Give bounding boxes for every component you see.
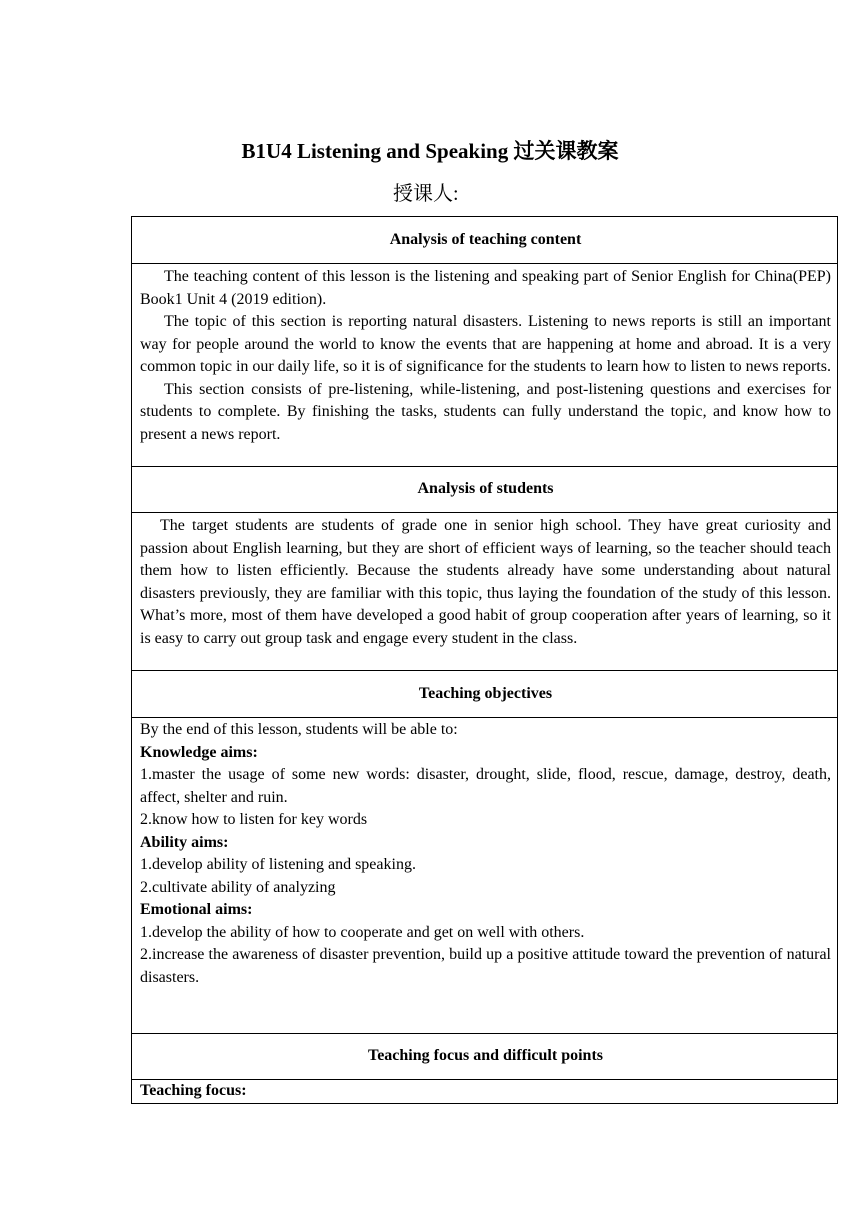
- knowledge-aim-item: 2.know how to listen for key words: [140, 811, 368, 828]
- emotional-aim-item: 2.increase the awareness of disaster prevention, build up a positive attitude toward the prevention of natural disasters.: [140, 946, 831, 986]
- document-title: B1U4 Listening and Speaking 过关课教案: [241, 139, 619, 163]
- knowledge-aim-item: 1.master the usage of some new words: disaster, drought, slide, flood, rescue, damage, destroy, death, affect, shelter and ruin.: [140, 766, 831, 806]
- students-cell: [132, 513, 838, 671]
- knowledge-aims-title: Knowledge aims:: [140, 743, 258, 761]
- teaching-focus-title: Teaching focus:: [140, 1082, 247, 1099]
- teaching-content-paragraph: The teaching content of this lesson is the listening and speaking part of Senior English for China(PEP) Book1 Unit 4 (2019 edition).: [140, 268, 831, 308]
- section-heading-teaching-content: Analysis of teaching content: [132, 217, 838, 264]
- ability-aim-item: 1.develop ability of listening and speaking.: [140, 856, 416, 873]
- objectives-cell: [132, 718, 838, 1034]
- students-paragraph: The target students are students of grade one in senior high school. They have great curiosity and passion about English learning, but they are short of efficient ways of learning, so the teacher should teach them how to listen efficiently. Because the students already have some understanding about natural disasters previously, they are familiar with this topic, thus laying the foundation of the study of this lesson. What’s more, most of them have developed a good habit of group cooperation after years of learning, so it is easy to carry out group task and engage every student in the class.: [140, 517, 831, 647]
- focus-cell: [132, 1080, 838, 1104]
- lesson-plan-table: [131, 216, 838, 1104]
- emotional-aim-item: 1.develop the ability of how to cooperate and get on well with others.: [140, 923, 585, 941]
- teacher-label: 授课人:: [393, 183, 459, 205]
- section-heading-students: Analysis of students: [132, 467, 838, 513]
- ability-aims-title: Ability aims:: [140, 833, 229, 851]
- objectives-intro: By the end of this lesson, students will be able to:: [140, 721, 458, 738]
- ability-aim-item: 2.cultivate ability of analyzing: [140, 878, 336, 896]
- teaching-content-cell: [132, 264, 838, 467]
- section-heading-objectives: Teaching objectives: [132, 671, 838, 718]
- section-heading-focus: Teaching focus and difficult points: [132, 1034, 838, 1080]
- teaching-content-paragraph: This section consists of pre-listening, while-listening, and post-listening questions and exercises for students to complete. By finishing the tasks, students can fully understand the topic, and know how to present a news report.: [140, 380, 831, 443]
- teaching-content-paragraph: The topic of this section is reporting natural disasters. Listening to news reports is still an important way for people around the world to know the events that are happening at home and abroad. It is a very common topic in our daily life, so it is of significance for the students to learn how to listen to news reports.: [140, 313, 831, 375]
- emotional-aims-title: Emotional aims:: [140, 901, 253, 918]
